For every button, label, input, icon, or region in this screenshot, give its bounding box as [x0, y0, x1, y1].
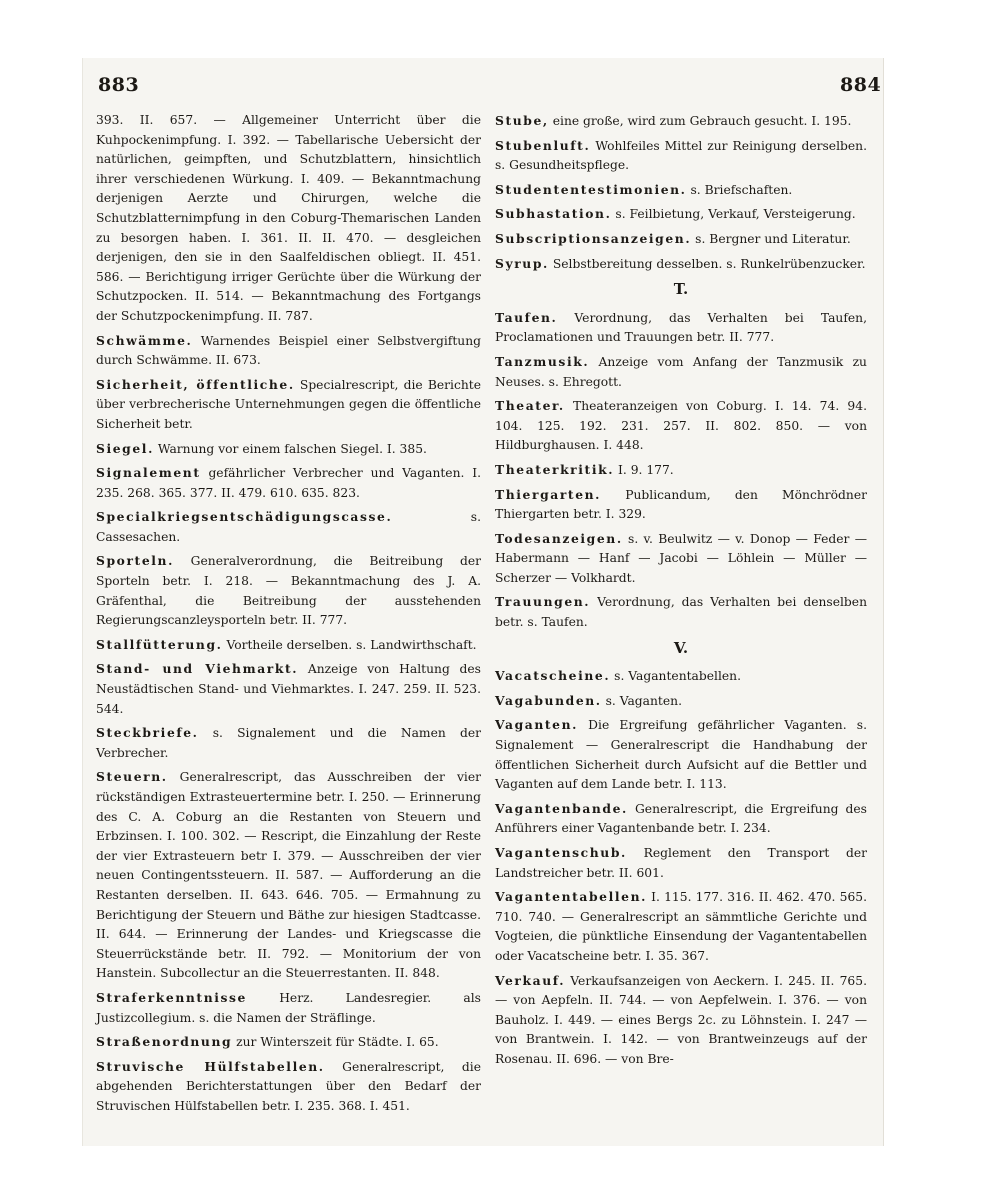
index-entry [495, 111, 867, 132]
entry-text: Reglement den Transport der Landstreicher betr. II. 601. [495, 846, 867, 880]
index-entry [96, 551, 481, 630]
right-column [495, 111, 867, 1074]
entry-keyword: Tanzmusik. [495, 353, 590, 369]
entry-keyword: Steckbriefe. [96, 725, 199, 741]
entry-keyword: Schwämme. [96, 332, 193, 348]
entry-text: zur Winterszeit für Städte. I. 65. [236, 1035, 439, 1050]
entry-keyword: Thiergarten. [495, 486, 602, 502]
entry-keyword: Siegel. [96, 440, 154, 456]
index-entry [96, 1032, 481, 1053]
entry-text: Specialrescript, die Berichte über verbrecherische Unternehmungen gegen die öffentliche Sicherheit betr. [96, 377, 481, 431]
entry-text: I. 9. 177. [618, 462, 674, 477]
entry-keyword: Sicherheit, öffentliche. [96, 376, 295, 392]
entry-keyword: Vagabunden. [495, 692, 602, 708]
entry-text: gefährlicher Verbrecher und Vaganten. I. 235. 268. 365. 377. II. 479. 610. 635. 823. [96, 466, 481, 500]
entry-keyword: Taufen. [495, 309, 558, 325]
index-entry [96, 635, 481, 656]
entry-keyword: Trauungen. [495, 594, 591, 610]
entry-keyword: Stubenluft. [495, 137, 591, 153]
index-entry [495, 691, 867, 712]
index-entry [495, 180, 867, 201]
entry-keyword: Vacatscheine. [495, 668, 611, 684]
index-entry [96, 375, 481, 435]
index-entry [495, 971, 867, 1070]
index-entry [495, 887, 867, 966]
index-entry [96, 659, 481, 719]
index-entry [96, 439, 481, 460]
entry-keyword: Studententestimonien. [495, 181, 687, 197]
entry-text: Generalrescript, das Ausschreiben der vier rückständigen Extrasteuertermine betr. I. 250. — Erinnerung des C. A. Coburg an die Restanten von Steuern und Erbzinsen. I. 100. 302. — Rescript, die Einzahlung der Reste der vier Extrasteuern betr I. 379. — Ausschreiben der vier neuen Contingentssteuern. II. 587. — Aufforderung an die Restanten derselben. II. 643. 646. 705. — Ermahnung zu Berichtigung der Steuern und Bäthe zur hiesigen Stadtcasse. II. 644. — Erinnerung der Landes- und Kriegscasse die Steuerrückstände betr. II. 792. — Monitorium der von Hanstein. Subcollectur an die Steuerrestanten. II. 848. [96, 770, 481, 981]
index-entry [495, 204, 867, 225]
index-entry [96, 507, 481, 547]
index-entry [495, 229, 867, 250]
entry-keyword: Straferkenntnisse [96, 989, 247, 1005]
index-entry [495, 254, 867, 275]
entry-text: Verordnung, das Verhalten bei denselben betr. s. Taufen. [495, 595, 867, 630]
entry-text: s. Cassesachen. [96, 510, 481, 544]
left-column [96, 111, 481, 1121]
index-entry [495, 136, 867, 176]
entry-text: Generalrescript, die abgehenden Berichterstattungen über den Bedarf der Struvischen Hülfstabellen betr. I. 235. 368. I. 451. [96, 1059, 481, 1113]
index-entry [495, 799, 867, 839]
entry-keyword: Stand- und Viehmarkt. [96, 661, 299, 677]
index-entry [495, 485, 867, 525]
index-entry [96, 111, 481, 327]
entries-v [495, 666, 867, 1069]
entry-keyword: Struvische Hülfstabellen. [96, 1058, 325, 1074]
index-entry [96, 1057, 481, 1117]
index-entry [495, 352, 867, 392]
index-entry [495, 843, 867, 883]
entry-keyword: Stallfütterung. [96, 636, 223, 652]
index-entry [495, 529, 867, 589]
index-entry [495, 308, 867, 348]
entry-text: Publicandum, den Mönchrödner Thiergarten betr. I. 329. [495, 487, 867, 522]
entry-keyword: Straßenordnung [96, 1034, 233, 1050]
index-entry [96, 723, 481, 763]
entry-text: Warnung vor einem falschen Siegel. I. 385. [157, 441, 427, 456]
entry-text: s. Feilbietung, Verkauf, Versteigerung. [615, 207, 856, 222]
section-heading-t: T. [673, 280, 689, 299]
entry-text: Verordnung, das Verhalten bei Taufen, Proclamationen und Trauungen betr. II. 777. [495, 310, 867, 345]
entry-text: Generalrescript, die Ergreifung des Anführers einer Vagantenbande betr. I. 234. [495, 801, 867, 836]
entry-text: 393. II. 657. — Allgemeiner Unterricht über die Kuhpockenimpfung. I. 392. — Tabellarische Uebersicht der natürlichen, geimpften, und Schutzblattern, hinsichtlich ihrer verschiedenen Würkung. I. 409. — Bekanntmachung derjenigen Aerzte und Chirurgen, welche die Schutzblatternimpfung in den Coburg-Themarischen Landen zu besorgen haben. I. 361. II. II. 470. — desgleichen derjenigen, den sie in den Saalfeldischen obliegt. II. 451. 586. — Berichtigung irriger Gerüchte über die Würkung der Schutzpocken. II. 514. — Bekanntmachung des Fortgangs der Schutzpockenimpfung. II. 787. [96, 113, 481, 323]
entry-text: Theateranzeigen von Coburg. I. 14. 74. 94. 104. 125. 192. 231. 257. II. 802. 850. — von Hildburghausen. I. 448. [495, 399, 867, 453]
index-entry [495, 592, 867, 632]
index-entry [495, 666, 867, 687]
entry-keyword: Vagantenschub. [495, 845, 627, 860]
entry-keyword: Steuern. [96, 769, 168, 785]
entry-keyword: Subscriptionsanzeigen. [495, 230, 692, 246]
entry-text: eine große, wird zum Gebrauch gesucht. I. 195. [552, 114, 852, 128]
entry-keyword: Signalement [96, 465, 201, 481]
entry-text: Anzeige vom Anfang der Tanzmusik zu Neuses. s. Ehregott. [495, 354, 867, 389]
entry-keyword: Theater. [495, 398, 565, 414]
entry-keyword: Stube, [495, 113, 549, 128]
entry-keyword: Todesanzeigen. [495, 530, 623, 546]
entry-keyword: Vagantentabellen. [495, 889, 647, 905]
entry-text: Selbstbereitung desselben. s. Runkelrübenzucker. [552, 256, 866, 271]
entry-keyword: Vaganten. [495, 717, 579, 733]
entry-text: Vortheile derselben. s. Landwirthschaft. [226, 637, 477, 652]
index-entry [96, 988, 481, 1028]
entry-text: Verkaufsanzeigen von Aeckern. I. 245. II. 765. — von Aepfeln. II. 744. — von Aepfelwein. I. 376. — von Bauholz. I. 449. — eines Bergs 2c. zu Löhnstein. I. 247 — von Brantwein. I. 142. — von Brantweinzeugs auf der Rosenau. II. 696. — von Bre- [495, 973, 867, 1066]
entry-keyword: Theaterkritik. [495, 461, 615, 477]
entry-keyword: Specialkriegsentschädigungscasse. [96, 509, 393, 525]
entry-keyword: Vagantenbande. [495, 800, 628, 816]
section-heading-v: V. [673, 638, 689, 657]
entry-text: Die Ergreifung gefährlicher Vaganten. s. Signalement — Generalrescript die Handhabung der öffentlichen Sicherheit durch Aufsicht auf die Bettler und Vaganten auf dem Lande betr. I. 113. [495, 718, 867, 792]
page-number-left: 883 [98, 74, 140, 96]
entry-text: s. Bergner und Literatur. [695, 231, 851, 246]
index-entry [96, 767, 481, 984]
entry-text: s. Signalement und die Namen der Verbrecher. [96, 726, 481, 760]
entries-t [495, 308, 867, 633]
entry-text: Generalverordnung, die Beitreibung der Sporteln betr. I. 218. — Bekanntmachung des J. A. Gräfenthal, die Beitreibung der ausstehenden Regierungscanzleysporteln betr. II. 777. [96, 554, 481, 628]
entry-text: Anzeige von Haltung des Neustädtischen Stand- und Viehmarktes. I. 247. 259. II. 523. 544. [96, 662, 481, 716]
page-number-right: 884 [840, 74, 882, 96]
entry-keyword: Sporteln. [96, 553, 174, 569]
entry-keyword: Syrup. [495, 255, 549, 271]
index-entry [96, 331, 481, 371]
index-entry [495, 460, 867, 481]
entry-text: s. Vagantentabellen. [614, 669, 742, 684]
entry-text: I. 115. 177. 316. II. 462. 470. 565. 710. 740. — Generalrescript an sämmtliche Gerichte und Vogteien, die pünktliche Einsendung der Vagantentabellen oder Vacatscheine betr. I. 35. 367. [495, 890, 867, 963]
index-entry [495, 396, 867, 456]
entries-s-continued [495, 111, 867, 274]
index-entry [495, 715, 867, 794]
index-entry [96, 463, 481, 503]
entry-text: Wohlfeiles Mittel zur Reinigung derselben. s. Gesundheitspflege. [495, 138, 867, 173]
entry-text: Herz. Landesregier. als Justizcollegium. s. die Namen der Sträflinge. [96, 990, 481, 1025]
entry-keyword: Subhastation. [495, 206, 612, 222]
entry-text: s. Briefschaften. [690, 182, 793, 197]
entry-text: s. v. Beulwitz — v. Donop — Feder — Habermann — Hanf — Jacobi — Löhlein — Müller — Scherzer — Volkhardt. [495, 531, 867, 585]
entry-keyword: Verkauf. [495, 972, 566, 988]
entry-text: s. Vaganten. [605, 693, 682, 708]
entry-text: Warnendes Beispiel einer Selbstvergiftung durch Schwämme. II. 673. [96, 333, 481, 368]
